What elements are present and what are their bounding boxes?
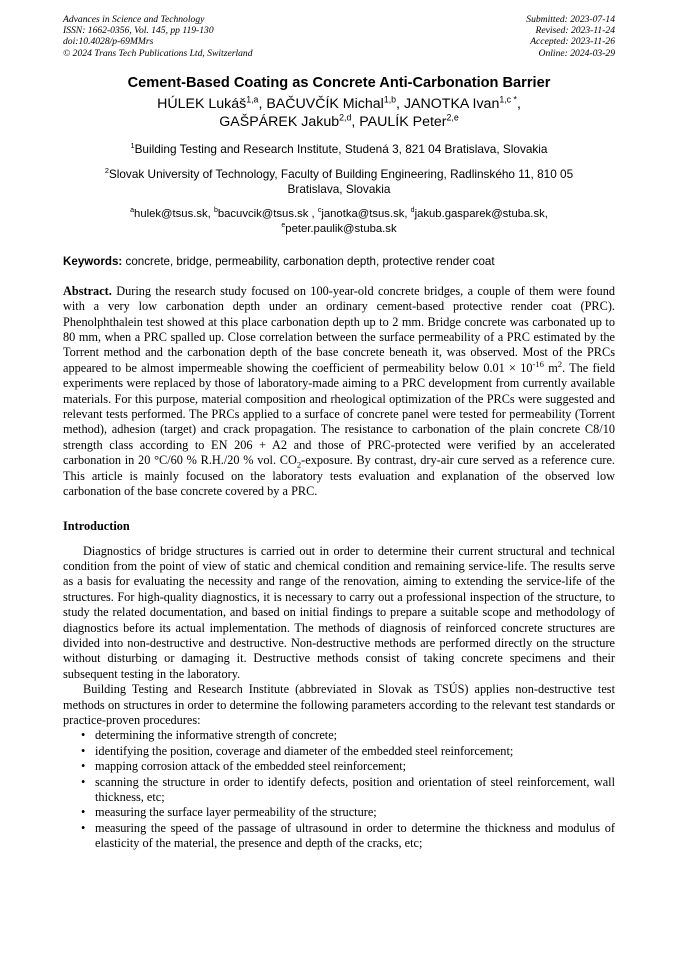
list-item: • scanning the structure in order to identify defects, position and orientation of steel reinforcement, wall thickness, etc; bbox=[81, 774, 615, 804]
bullet-icon: • bbox=[81, 820, 86, 835]
affiliation-1: $^1$Building Testing and Research Institute, Studená 3, 821 04 Bratislava, Slovakia bbox=[130, 140, 548, 156]
paper-title: Cement-Based Coating as Concrete Anti-Carbonation Barrier bbox=[127, 74, 551, 91]
publication-dates bbox=[526, 14, 615, 59]
keywords-label: Keywords: bbox=[63, 254, 123, 268]
author: JANOTKA Ivan$^{1,c *}$, bbox=[403, 94, 521, 112]
journal-name: Advances in Science and Technology bbox=[63, 14, 205, 25]
date-revised: Revised: 2023-11-24 bbox=[535, 25, 615, 37]
journal-doi: doi:10.4028/p-69MMrs bbox=[63, 36, 154, 48]
list-item: • mapping corrosion attack of the embedded steel reinforcement; bbox=[81, 759, 407, 774]
list-item: • identifying the position, coverage and diameter of the embedded steel reinforcement; bbox=[81, 743, 514, 758]
journal-header bbox=[63, 14, 615, 59]
bullet-icon: • bbox=[81, 759, 86, 774]
author-emails bbox=[63, 207, 615, 237]
author: BAČUVČÍK Michal$^{1,b}$, bbox=[266, 94, 404, 112]
bullet-icon: • bbox=[81, 805, 86, 820]
bullet-icon: • bbox=[81, 728, 86, 743]
email-link[interactable]: $^d$jakub.gasparek@stuba.sk, bbox=[410, 207, 548, 220]
email-link[interactable]: $^b$bacuvcik@tsus.sk , bbox=[213, 207, 318, 220]
abstract-label: Abstract. bbox=[63, 283, 112, 298]
journal-info bbox=[63, 14, 253, 59]
list-item: • measuring the surface layer permeability of the structure; bbox=[81, 805, 377, 820]
keywords bbox=[63, 254, 615, 269]
date-submitted: Submitted: 2023-07-14 bbox=[526, 14, 615, 25]
author: GAŠPÁREK Jakub$^{2,d}$, bbox=[219, 112, 360, 130]
email-link[interactable]: $^a$hulek@tsus.sk, bbox=[130, 207, 214, 220]
intro-paragraph-1: Diagnostics of bridge structures is carried out in order to determine their current structural and technical condition from the point of view of static and chemical condition and remaining service-life. The results serve as a basis for evaluating the necessity and range of the renovation, aiming to extending the service-life of the structures. For high-quality diagnostics, it is necessary to carry out a professional inspection of the structure, to study the related documentation, and based on initial findings to prepare a suitable scope and methodology of diagnostics before its actual implementation. The methods of diagnosis of reinforced concrete structures are divided into non-destructive and destructive. Non-destructive methods are performed directly on the structure without disturbing or damaging it. Destructive methods consist of taking concrete specimens and their subsequent testing in the laboratory. bbox=[63, 543, 615, 681]
bullet-icon: • bbox=[81, 774, 86, 789]
list-item: • measuring the speed of the passage of ultrasound in order to determine the thickness and modulus of elasticity of the material, the presence and depth of the cracks, etc; bbox=[81, 820, 615, 851]
author-list bbox=[63, 95, 615, 131]
list-item: • determining the informative strength of concrete; bbox=[81, 728, 338, 743]
email-link[interactable]: $^c$janotka@tsus.sk, bbox=[317, 207, 411, 220]
email-link[interactable]: $^e$peter.paulik@stuba.sk bbox=[281, 222, 397, 235]
bullet-icon: • bbox=[81, 743, 86, 758]
journal-copyright: © 2024 Trans Tech Publications Ltd, Switzerland bbox=[63, 47, 253, 59]
date-online: Online: 2024-03-29 bbox=[538, 47, 615, 59]
test-methods-list bbox=[63, 728, 615, 851]
author: PAULÍK Peter$^{2,e}$ bbox=[359, 112, 459, 130]
section-heading-introduction: Introduction bbox=[63, 518, 130, 533]
affiliation-2: $^2$Slovak University of Technology, Faculty of Building Engineering, Radlinského 11, 810 05 Bratislava, Slovakia bbox=[104, 165, 574, 196]
keywords-text: concrete, bridge, permeability, carbonation depth, protective render coat bbox=[125, 254, 495, 268]
author: HÚLEK Lukáš$^{1,a}$, bbox=[157, 94, 267, 112]
intro-paragraph-2: Building Testing and Research Institute (abbreviated in Slovak as TSÚS) applies non-destructive test methods on structures in order to determine the following parameters according to the relevant test standards or practice-proven procedures: bbox=[63, 682, 615, 727]
paper-page bbox=[63, 14, 615, 852]
journal-issn: ISSN: 1662-0356, Vol. 145, pp 119-130 bbox=[63, 25, 214, 37]
abstract: Abstract. During the research study focused on 100-year-old concrete bridges, a couple of them were found with a very low carbonation depth under an ordinary cement-based protective render coat (PRC). Phenolphthalein test showed at this place carbonation depth up to 2 mm. Bridge concrete was carbonated up to 80 mm, when a PRC spalled up. Close correlation between the surface permeability of a PRC estimated by the Torrent method and the carbonation depth of the base concrete beneath it, was observed. Most of the PRCs appeared to be almost impermeable showing the coefficient of permeability below $0.01 \times 10^{-16}$ $m^2$. The field experiments were replaced by those of laboratory-made aiming to a PRC development from currently available materials. For this purpose, material composition and rheological optimization of the PRCs were suggested and relevant tests performed. The PRCs applied to a surface of concrete panel were tested for permeability (Torrent method), adhesion (target) and crack propagation. The resistance to carbonation of the plain concrete C8/10 strength class according to EN 206 + A2 and those of PRC-protected were verified by an accelerated carbonation in 20 °C/60 % R.H./20 % vol. $CO_2$-exposure. By contrast, dry-air cure served as a reference cure. This article is mainly focused on the laboratory tests evaluation and explanation of the observed low carbonation of the base concrete covered by a PRC. bbox=[63, 283, 616, 499]
date-accepted: Accepted: 2023-11-26 bbox=[530, 36, 615, 48]
